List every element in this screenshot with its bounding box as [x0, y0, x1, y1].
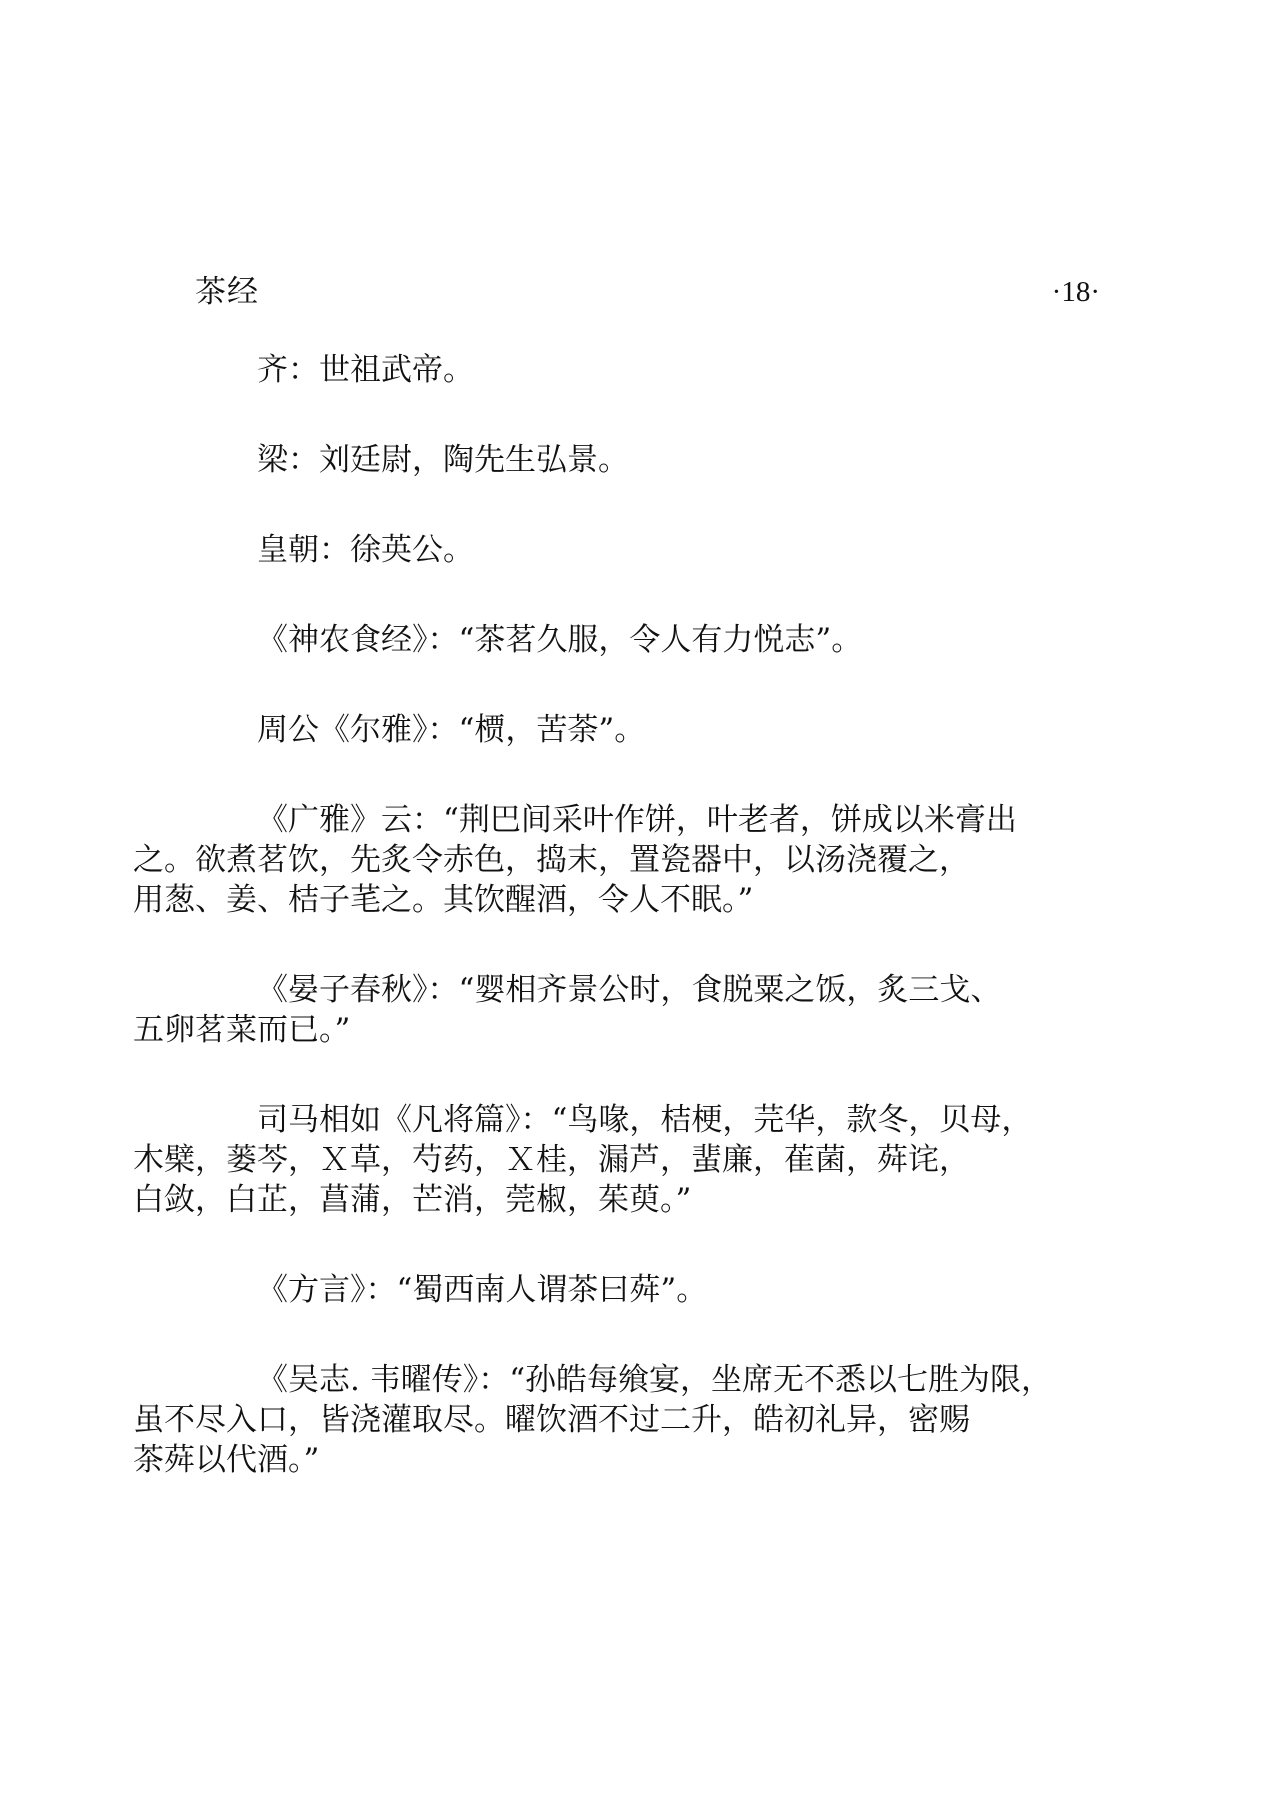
- text-line: 《方言》：“蜀西南人谓茶曰荈”。: [257, 1272, 708, 1308]
- text-line: 木檗，蒌芩，Ｘ草，芍药，Ｘ桂，漏芦，蜚廉，萑菌，荈诧，: [133, 1142, 970, 1178]
- paragraph: [195, 440, 1125, 480]
- paragraph: [133, 1100, 1125, 1220]
- text-line: 茶荈以代酒。”: [133, 1442, 320, 1478]
- running-head-title: 茶经: [195, 274, 259, 310]
- text-line: 司马相如《凡将篇》：“鸟喙，桔梗，芫华，款冬，贝母，: [257, 1102, 1033, 1138]
- paragraph: [133, 1360, 1125, 1480]
- paragraph: [195, 350, 1125, 390]
- text-line: 虽不尽入口，皆浇灌取尽。曜饮酒不过二升，皓初礼异，密赐: [133, 1402, 970, 1438]
- paragraph: [195, 620, 1125, 660]
- text-line: 《神农食经》：“茶茗久服，令人有力悦志”。: [257, 622, 863, 658]
- text-line: 白敛，白芷，菖蒲，芒消，莞椒，茱萸。”: [133, 1182, 692, 1218]
- paragraph: [195, 710, 1125, 750]
- text-line: 用葱、姜、桔子芼之。其饮醒酒，令人不眠。”: [133, 882, 754, 918]
- paragraph: [195, 530, 1125, 570]
- text-line: 《吴志. 韦曜传》：“孙皓每飨宴，坐席无不悉以七胜为限，: [257, 1362, 1053, 1398]
- text-line: 齐：世祖武帝。: [257, 352, 474, 388]
- paragraph: [195, 1270, 1125, 1310]
- paragraph: [133, 800, 1125, 920]
- text-line: 皇朝：徐英公。: [257, 532, 474, 568]
- paragraph: [133, 970, 1125, 1050]
- text-line: 梁：刘廷尉，陶先生弘景。: [257, 442, 629, 478]
- text-line: 《晏子春秋》：“婴相齐景公时，食脱粟之饭，炙三戈、: [257, 972, 1002, 1008]
- body-text: [133, 350, 1125, 1530]
- text-line: 周公《尔雅》：“槚，苦荼”。: [257, 712, 646, 748]
- page-number: ·18·: [1051, 276, 1100, 308]
- text-line: 之。欲煮茗饮，先炙令赤色，捣末，置瓷器中，以汤浇覆之，: [133, 842, 970, 878]
- text-line: 五卵茗菜而已。”: [133, 1012, 351, 1048]
- text-line: 《广雅》云：“荆巴间采叶作饼，叶老者，饼成以米膏出: [257, 802, 1017, 838]
